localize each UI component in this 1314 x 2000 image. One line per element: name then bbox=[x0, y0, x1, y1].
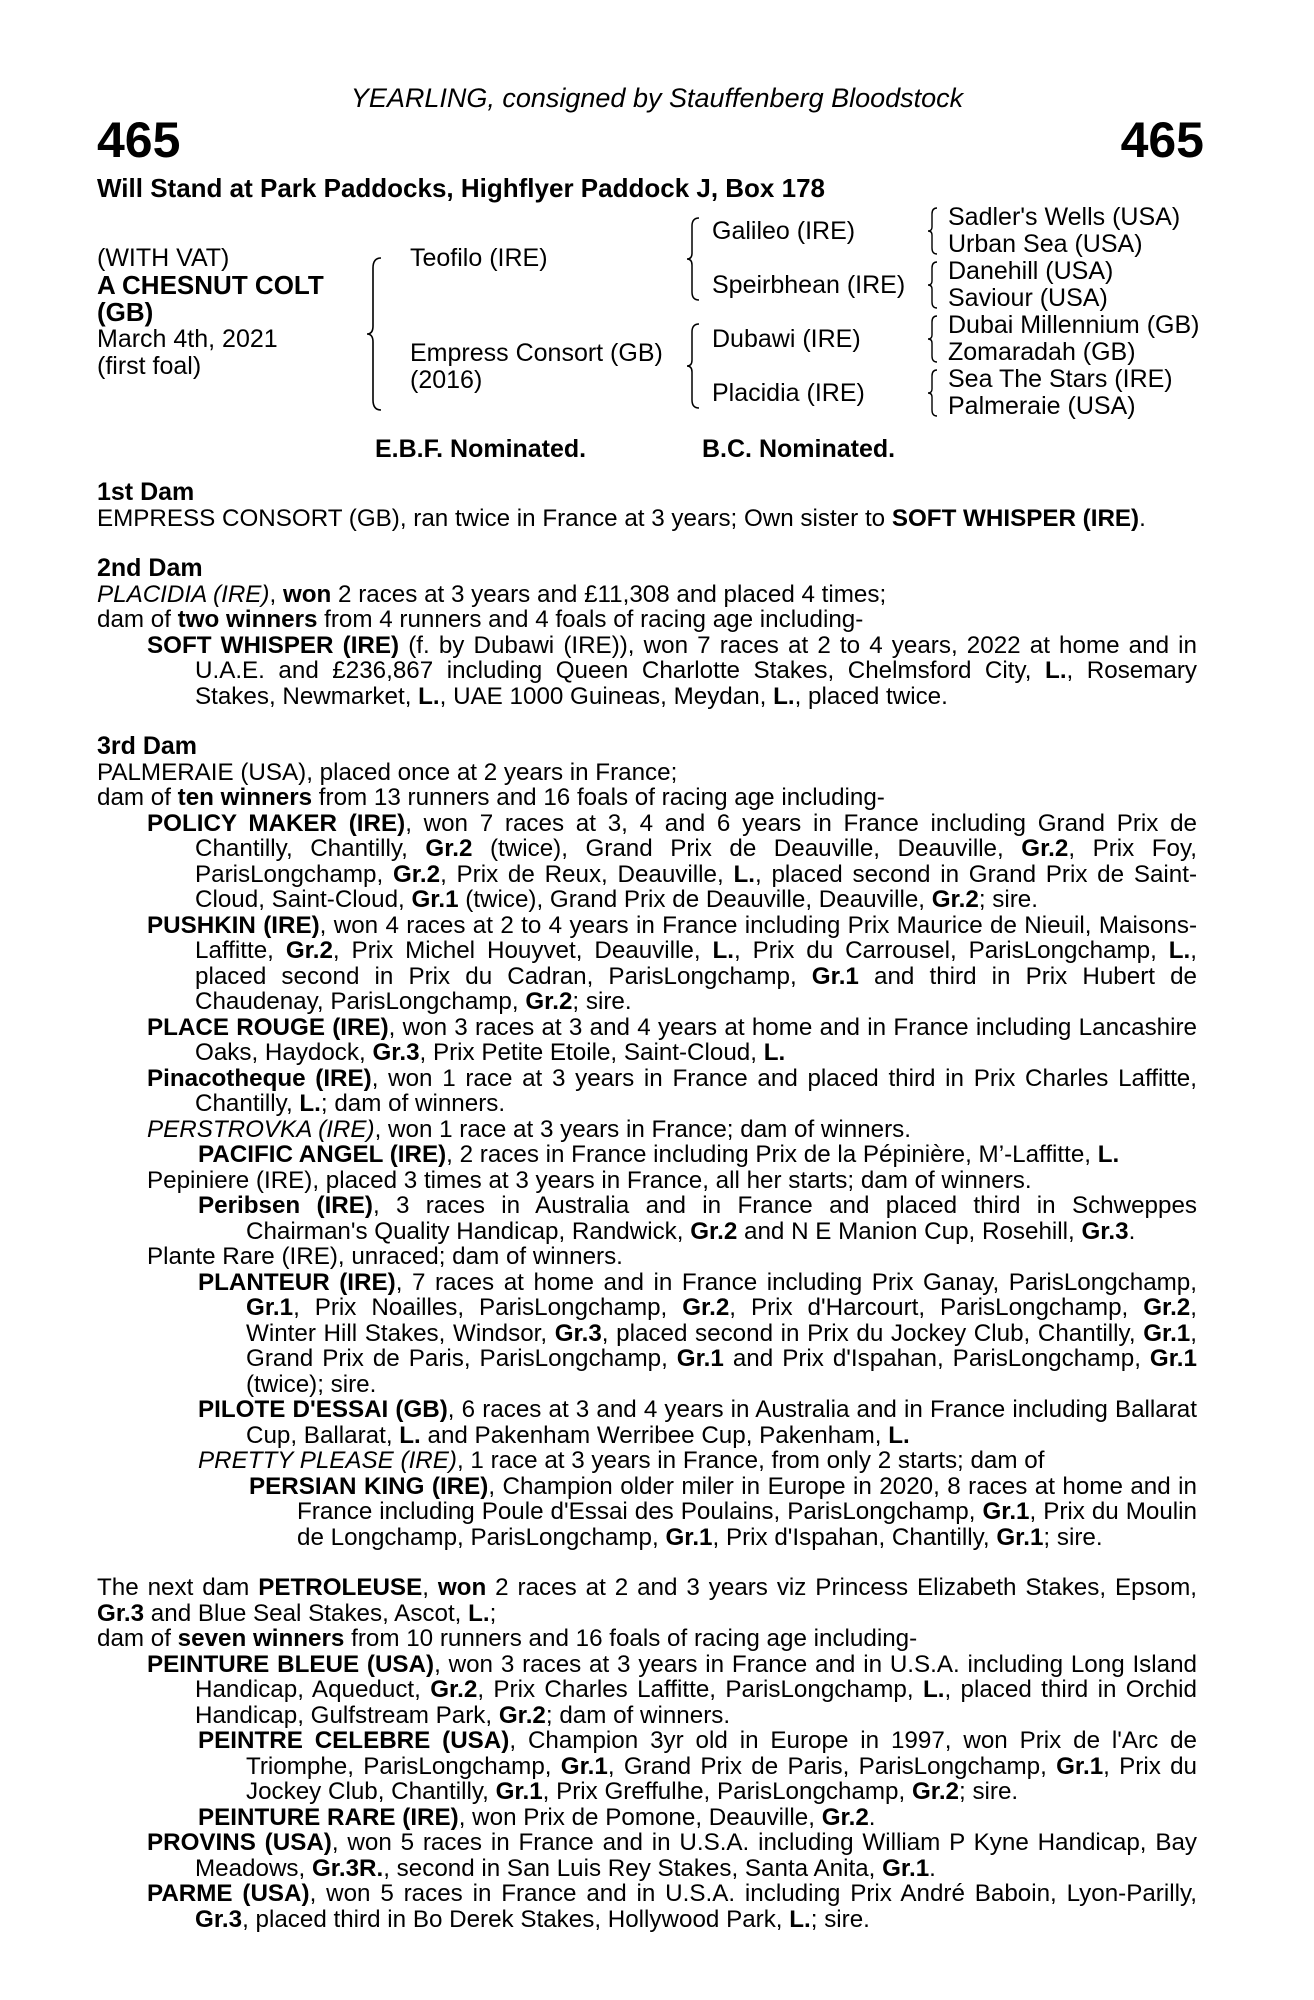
first-dam-heading: 1st Dam bbox=[97, 478, 195, 506]
second-dam-line: PLACIDIA (IRE), won 2 races at 3 years and £11,308 and placed 4 times; bbox=[97, 580, 887, 608]
lot-number-right: 465 bbox=[1120, 112, 1204, 168]
produce-entry: Peribsen (IRE), 3 races in Australia and in France and placed third in Schweppes Chairman's Quality Handicap, Randwick, Gr.2 and N E Manion Cup, Rosehill, Gr.3. bbox=[198, 1192, 1197, 1245]
pedigree-brace-ggp2 bbox=[926, 260, 940, 310]
produce-entry: PUSHKIN (IRE), won 4 races at 2 to 4 years in France including Prix Maurice de Nieuil, Maisons-Laffitte, Gr.2, Prix Michel Houyvet, Deauville, L., Prix du Carrousel, ParisLongchamp, L., placed second in Prix du Cadran, ParisLongchamp, Gr.1 and third in Prix Hubert de Chaudenay, ParisLongchamp, Gr.2; sire. bbox=[147, 911, 1197, 1015]
pedigree-dam-sire: Dubawi (IRE) bbox=[712, 325, 861, 353]
pedigree-sire-dam: Speirbhean (IRE) bbox=[712, 271, 906, 299]
pedigree-dam: Empress Consort (GB) bbox=[410, 339, 663, 367]
produce-entry: PERSIAN KING (IRE), Champion older miler in Europe in 2020, 8 races at home and in France including Poule d'Essai des Poulains, ParisLongchamp, Gr.1, Prix du Moulin de Longchamp, ParisLongchamp, Gr.1, Prix d'Ispahan, Chantilly, Gr.1; sire. bbox=[249, 1472, 1197, 1551]
pedigree-brace-ggp1 bbox=[926, 206, 940, 256]
pedigree-brace-gen1 bbox=[365, 256, 385, 412]
stand-location: Will Stand at Park Paddocks, Highflyer Paddock J, Box 178 bbox=[97, 173, 825, 203]
consignor-subtitle: YEARLING, consigned by Stauffenberg Bloodstock bbox=[350, 83, 964, 113]
second-dam-heading: 2nd Dam bbox=[97, 554, 203, 582]
pedigree-ggp-5: Dubai Millennium (GB) bbox=[948, 311, 1200, 339]
produce-entry: PEINTURE RARE (IRE), won Prix de Pomone, Deauville, Gr.2. bbox=[198, 1803, 876, 1831]
lot-number-left: 465 bbox=[97, 112, 181, 168]
pedigree-ggp-8: Palmeraie (USA) bbox=[948, 392, 1136, 420]
produce-entry: PACIFIC ANGEL (IRE), 2 races in France including Prix de la Pépinière, M’-Laffitte, L. bbox=[198, 1141, 1120, 1168]
produce-entry: POLICY MAKER (IRE), won 7 races at 3, 4 and 6 years in France including Grand Prix de Chantilly, Chantilly, Gr.2 (twice), Grand Prix de Deauville, Deauville, Gr.2, Prix Foy, ParisLongchamp, Gr.2, Prix de Reux, Deauville, L., placed second in Grand Prix de Saint-Cloud, Saint-Cloud, Gr.1 (twice), Grand Prix de Deauville, Deauville, Gr.2; sire. bbox=[147, 809, 1198, 913]
pedigree-brace-dam bbox=[685, 322, 703, 410]
pedigree-brace-sire bbox=[685, 216, 703, 302]
vat-note: (WITH VAT) bbox=[97, 244, 230, 272]
produce-entry: PROVINS (USA), won 5 races in France and in U.S.A. including William P Kyne Handicap, Bay Meadows, Gr.3R., second in San Luis Rey Stakes, Santa Anita, Gr.1. bbox=[147, 1829, 1197, 1882]
produce-entry: SOFT WHISPER (IRE) (f. by Dubawi (IRE)), won 7 races at 2 to 4 years, 2022 at home and in U.A.E. and £236,867 including Queen Charlotte Stakes, Chelmsford City, L., Rosemary Stakes, Newmarket, L., UAE 1000 Guineas, Meydan, L., placed twice. bbox=[147, 631, 1198, 710]
bc-nominated: B.C. Nominated. bbox=[702, 435, 896, 463]
produce-record bbox=[97, 480, 1197, 1932]
produce-entry: PARME (USA), won 5 races in France and in U.S.A. including Prix André Baboin, Lyon-Parilly, Gr.3, placed third in Bo Derek Stakes, Hollywood Park, L.; sire. bbox=[147, 1880, 1197, 1933]
produce-entry: PRETTY PLEASE (IRE), 1 race at 3 years in France, from only 2 starts; dam of bbox=[198, 1447, 1045, 1474]
produce-entry: PEINTRE CELEBRE (USA), Champion 3yr old in Europe in 1997, won Prix de l'Arc de Triomphe, ParisLongchamp, Gr.1, Grand Prix de Paris, ParisLongchamp, Gr.1, Prix du Jockey Club, Chantilly, Gr.1, Prix Greffulhe, ParisLongchamp, Gr.2; sire. bbox=[198, 1727, 1198, 1805]
ebf-nominated: E.B.F. Nominated. bbox=[375, 435, 587, 463]
produce-entry: PLACE ROUGE (IRE), won 3 races at 3 and 4 years at home and in France including Lancashire Oaks, Haydock, Gr.3, Prix Petite Etoile, Saint-Cloud, L. bbox=[147, 1013, 1197, 1066]
pedigree-brace-ggp3 bbox=[926, 314, 940, 364]
produce-entry: Pepiniere (IRE), placed 3 times at 3 years in France, all her starts; dam of winners. bbox=[147, 1166, 1032, 1194]
produce-entry: Plante Rare (IRE), unraced; dam of winners. bbox=[147, 1243, 623, 1270]
produce-entry: PLANTEUR (IRE), 7 races at home and in France including Prix Ganay, ParisLongchamp, Gr.1, Prix Noailles, ParisLongchamp, Gr.2, Prix d'Harcourt, ParisLongchamp, Gr.2, Winter Hill Stakes, Windsor, Gr.3, placed second in Prix du Jockey Club, Chantilly, Gr.1, Grand Prix de Paris, ParisLongchamp, Gr.1 and Prix d'Ispahan, ParisLongchamp, Gr.1 (twice); sire. bbox=[198, 1268, 1197, 1398]
produce-entry: PILOTE D'ESSAI (GB), 6 races at 3 and 4 years in Australia and in France including Ballarat Cup, Ballarat, L. and Pakenham Werribee Cup, Pakenham, L. bbox=[198, 1396, 1197, 1449]
next-dam-produce-summary: dam of seven winners from 10 runners and 16 foals of racing age including- bbox=[97, 1625, 918, 1652]
pedigree-brace-ggp4 bbox=[926, 368, 940, 418]
pedigree-ggp-1: Sadler's Wells (USA) bbox=[948, 203, 1181, 231]
third-dam-produce-summary: dam of ten winners from 13 runners and 16 foals of racing age including- bbox=[97, 784, 885, 811]
pedigree-ggp-6: Zomaradah (GB) bbox=[948, 338, 1136, 366]
horse-description: A CHESNUT COLT bbox=[97, 270, 324, 300]
produce-entry: Pinacotheque (IRE), won 1 race at 3 years in France and placed third in Prix Charles Laffitte, Chantilly, L.; dam of winners. bbox=[147, 1064, 1197, 1117]
pedigree-ggp-4: Saviour (USA) bbox=[948, 284, 1108, 312]
pedigree-ggp-3: Danehill (USA) bbox=[948, 257, 1114, 285]
second-dam-produce-summary: dam of two winners from 4 runners and 4 foals of racing age including- bbox=[97, 606, 864, 633]
produce-entry: PEINTURE BLEUE (USA), won 3 races at 3 years in France and in U.S.A. including Long Island Handicap, Aqueduct, Gr.2, Prix Charles Laffitte, ParisLongchamp, L., placed third in Orchid Handicap, Gulfstream Park, Gr.2; dam of winners. bbox=[147, 1650, 1198, 1729]
first-foal-note: (first foal) bbox=[97, 352, 202, 380]
third-dam-heading: 3rd Dam bbox=[97, 732, 198, 760]
first-dam-text: EMPRESS CONSORT (GB), ran twice in France at 3 years; Own sister to SOFT WHISPER (IRE). bbox=[97, 504, 1146, 532]
pedigree-sire: Teofilo (IRE) bbox=[410, 244, 548, 272]
pedigree-sire-sire: Galileo (IRE) bbox=[712, 217, 856, 245]
produce-entry: PERSTROVKA (IRE), won 1 race at 3 years in France; dam of winners. bbox=[147, 1115, 911, 1143]
third-dam-line: PALMERAIE (USA), placed once at 2 years in France; bbox=[97, 758, 678, 786]
foaling-date: March 4th, 2021 bbox=[97, 325, 278, 353]
pedigree-dam-dam: Placidia (IRE) bbox=[712, 379, 865, 407]
pedigree-ggp-2: Urban Sea (USA) bbox=[948, 230, 1143, 258]
pedigree-dam-year: (2016) bbox=[410, 366, 483, 394]
horse-origin: (GB) bbox=[97, 297, 154, 327]
next-dam-line: The next dam PETROLEUSE, won 2 races at 2 and 3 years viz Princess Elizabeth Stakes, Epsom, Gr.3 and Blue Seal Stakes, Ascot, L.; bbox=[97, 1574, 1197, 1627]
pedigree-ggp-7: Sea The Stars (IRE) bbox=[948, 365, 1173, 393]
